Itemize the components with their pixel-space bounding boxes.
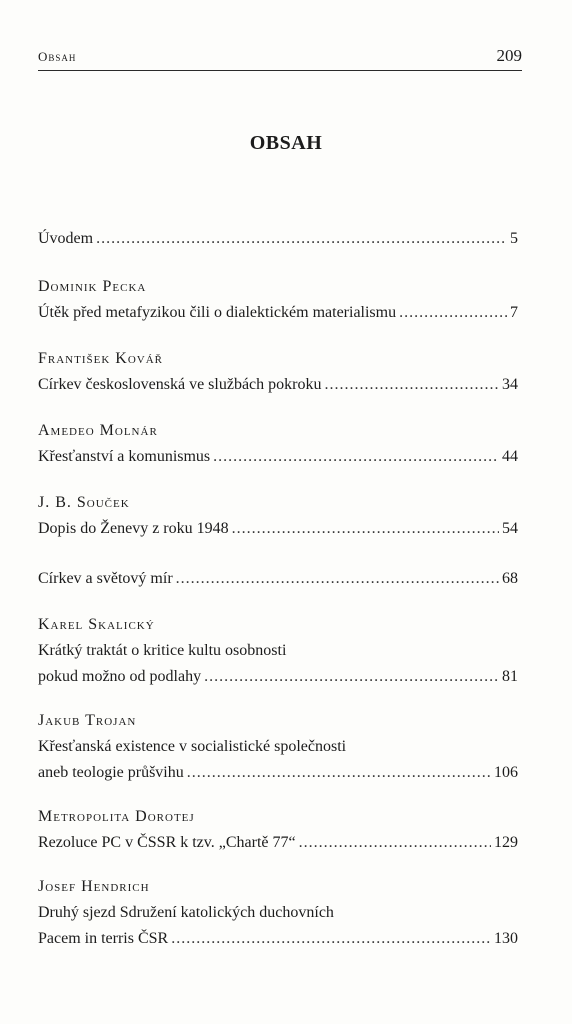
entry-title-continued: Pacem in terris ČSR xyxy=(38,930,169,947)
entry-title: Útěk před metafyzikou čili o dialektickém materialismu xyxy=(38,304,397,321)
entry-page-number: 34 xyxy=(502,376,518,393)
toc-entry-cirkev-a-svetovy-mir[interactable] xyxy=(38,566,518,592)
entry-title: Úvodem xyxy=(38,230,94,247)
entry-title: Křesťanství a komunismus xyxy=(38,448,211,465)
entry-title: Církev československá ve službách pokroku xyxy=(38,376,322,393)
entry-author: Dominik Pecka xyxy=(38,278,147,295)
entry-author: Jakub Trojan xyxy=(38,712,137,729)
toc-entry-molnar[interactable] xyxy=(38,418,518,470)
toc-entry-trojan[interactable] xyxy=(38,708,518,786)
entry-title-continued: aneb teologie průšvihu xyxy=(38,764,184,781)
entry-author: Josef Hendrich xyxy=(38,878,150,895)
entry-title: Krátký traktát o kritice kultu osobnosti xyxy=(38,642,287,659)
entry-title: Rezoluce PC v ČSSR k tzv. „Chartě 77“ xyxy=(38,834,296,851)
dot-leader xyxy=(176,566,499,592)
dot-leader xyxy=(324,372,499,398)
page-title: OBSAH xyxy=(249,132,323,154)
entry-page-number: 106 xyxy=(494,764,518,781)
entry-title-continued: pokud možno od podlahy xyxy=(38,668,202,685)
dot-leader xyxy=(187,760,491,786)
entry-page-number: 5 xyxy=(510,230,518,247)
entry-title: Dopis do Ženevy z roku 1948 xyxy=(38,520,229,537)
dot-leader xyxy=(171,926,491,952)
entry-author: Karel Skalický xyxy=(38,616,155,633)
running-head xyxy=(38,46,522,71)
entry-page-number: 81 xyxy=(502,668,518,685)
dot-leader xyxy=(213,444,499,470)
toc-entry-dorotej[interactable] xyxy=(38,804,518,856)
toc-entry-pecka[interactable] xyxy=(38,274,518,326)
entry-author: František Kovář xyxy=(38,350,164,367)
toc-entry-uvodem[interactable] xyxy=(38,226,518,252)
entry-page-number: 68 xyxy=(502,570,518,587)
entry-page-number: 44 xyxy=(502,448,518,465)
entry-page-number: 7 xyxy=(510,304,518,321)
page-number: 209 xyxy=(496,46,522,65)
dot-leader xyxy=(299,830,491,856)
dot-leader xyxy=(204,664,499,690)
entry-title: Křesťanská existence v socialistické společnosti xyxy=(38,738,347,755)
entry-page-number: 54 xyxy=(502,520,518,537)
dot-leader xyxy=(232,516,499,542)
dot-leader xyxy=(399,300,507,326)
entry-title: Druhý sjezd Sdružení katolických duchovních xyxy=(38,904,334,921)
running-head-title: Obsah xyxy=(38,49,77,64)
toc-entry-skalicky[interactable] xyxy=(38,612,518,690)
table-of-contents xyxy=(38,226,518,952)
entry-author: Metropolita Dorotej xyxy=(38,808,195,825)
entry-title: Církev a světový mír xyxy=(38,570,173,587)
entry-author: J. B. Souček xyxy=(38,494,130,511)
entry-page-number: 129 xyxy=(494,834,518,851)
toc-entry-hendrich[interactable] xyxy=(38,874,518,952)
dot-leader xyxy=(96,226,507,252)
toc-entry-soucek[interactable] xyxy=(38,490,518,542)
toc-entry-kovar[interactable] xyxy=(38,346,518,398)
entry-author: Amedeo Molnár xyxy=(38,422,158,439)
entry-page-number: 130 xyxy=(494,930,518,947)
